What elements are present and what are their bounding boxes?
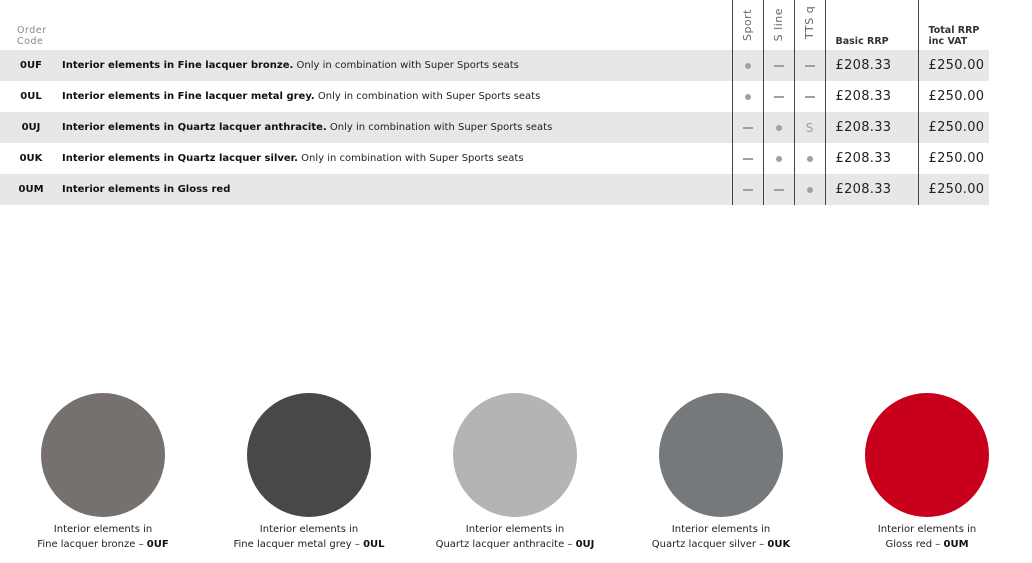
sport-availability: [732, 174, 763, 205]
total-rrp-value: £250.00: [918, 81, 989, 112]
swatch-circle: [41, 393, 165, 517]
options-price-table: [0, 0, 989, 205]
option-description: [62, 81, 732, 112]
order-code: 0UK: [19, 153, 43, 164]
colour-swatch: [0, 393, 208, 552]
order-code-header: Order Code: [17, 25, 47, 47]
total-rrp-value: £250.00: [918, 50, 989, 81]
colour-swatch: [204, 393, 414, 552]
total-rrp-value: £250.00: [918, 143, 989, 174]
s-line-availability: [763, 143, 794, 174]
swatch-circle: [865, 393, 989, 517]
table-row: [0, 174, 989, 205]
table-row: [0, 112, 989, 143]
basic-rrp-value: £208.33: [825, 50, 918, 81]
caption-line: Interior elements in: [877, 524, 977, 535]
caption-line: Interior elements in: [465, 524, 565, 535]
caption-line: Fine lacquer bronze –: [37, 539, 144, 550]
swatch-caption: [204, 522, 414, 552]
caption-line: Gloss red –: [885, 539, 941, 550]
standard-dot-icon: [807, 187, 813, 193]
standard-dot-icon: [807, 156, 813, 162]
table-row: [0, 81, 989, 112]
standard-dot-icon: [745, 94, 751, 100]
not-available-dash-icon: [774, 96, 784, 98]
option-note: Only in combination with Super Sports seats: [329, 122, 553, 133]
table-header-row: [0, 0, 989, 50]
total-rrp-header: Total RRP inc VAT: [918, 0, 989, 50]
swatch-caption: [822, 522, 1032, 552]
caption-line: Interior elements in: [671, 524, 771, 535]
not-available-dash-icon: [774, 65, 784, 67]
s-line-availability: [763, 50, 794, 81]
basic-rrp-header: Basic RRP: [825, 0, 918, 50]
caption-code: 0UM: [943, 539, 969, 550]
option-description: [62, 112, 732, 143]
option-title: Interior elements in Quartz lacquer anthracite.: [62, 122, 327, 133]
total-rrp-value: £250.00: [918, 174, 989, 205]
option-description: [62, 174, 732, 205]
order-code: 0UF: [20, 60, 42, 71]
total-rrp-value: £250.00: [918, 112, 989, 143]
tts-availability: [794, 81, 825, 112]
standard-dot-icon: [776, 125, 782, 131]
sport-header: Sport: [732, 0, 763, 50]
option-description: [62, 50, 732, 81]
tts-header: TTS q: [794, 0, 825, 50]
swatch-caption: [410, 522, 620, 552]
caption-code: 0UL: [363, 539, 385, 550]
swatch-circle: [453, 393, 577, 517]
not-available-dash-icon: [743, 189, 753, 191]
availability-text: S: [805, 120, 814, 135]
option-note: Only in combination with Super Sports seats: [301, 153, 524, 164]
sport-availability: [732, 143, 763, 174]
tts-availability: [794, 143, 825, 174]
option-title: Interior elements in Fine lacquer bronze.: [62, 60, 294, 71]
colour-swatch: [410, 393, 620, 552]
not-available-dash-icon: [743, 127, 753, 129]
sport-availability: [732, 50, 763, 81]
standard-dot-icon: [776, 156, 782, 162]
option-title: Interior elements in Quartz lacquer silver.: [62, 153, 298, 164]
s-line-availability: [763, 81, 794, 112]
table-row: [0, 50, 989, 81]
sport-availability: [732, 81, 763, 112]
option-title: Interior elements in Gloss red: [62, 184, 231, 195]
basic-rrp-value: £208.33: [825, 81, 918, 112]
swatch-circle: [247, 393, 371, 517]
caption-code: 0UK: [767, 539, 791, 550]
caption-line: Quartz lacquer silver –: [651, 539, 765, 550]
caption-line: Interior elements in: [259, 524, 359, 535]
basic-rrp-value: £208.33: [825, 174, 918, 205]
caption-line: Quartz lacquer anthracite –: [435, 539, 573, 550]
description-header: [62, 0, 732, 50]
not-available-dash-icon: [805, 65, 815, 67]
order-code: 0UM: [18, 184, 44, 195]
standard-dot-icon: [745, 63, 751, 69]
caption-line: Interior elements in: [53, 524, 153, 535]
swatch-caption: [0, 522, 208, 552]
s-line-availability: [763, 112, 794, 143]
caption-line: Fine lacquer metal grey –: [233, 539, 360, 550]
s-line-header: S line: [763, 0, 794, 50]
basic-rrp-value: £208.33: [825, 112, 918, 143]
tts-availability: [794, 174, 825, 205]
option-description: [62, 143, 732, 174]
not-available-dash-icon: [743, 158, 753, 160]
caption-code: 0UF: [146, 539, 169, 550]
table-row: [0, 143, 989, 174]
not-available-dash-icon: [805, 96, 815, 98]
tts-availability: [794, 50, 825, 81]
caption-code: 0UJ: [575, 539, 595, 550]
colour-swatch: [616, 393, 826, 552]
s-line-availability: [763, 174, 794, 205]
order-code: 0UL: [20, 91, 42, 102]
order-code: 0UJ: [21, 122, 41, 133]
colour-swatch: [822, 393, 1032, 552]
option-note: Only in combination with Super Sports seats: [296, 60, 519, 71]
not-available-dash-icon: [774, 189, 784, 191]
swatch-caption: [616, 522, 826, 552]
tts-availability: [794, 112, 825, 143]
option-note: Only in combination with Super Sports seats: [317, 91, 541, 102]
basic-rrp-value: £208.33: [825, 143, 918, 174]
option-title: Interior elements in Fine lacquer metal grey.: [62, 91, 315, 102]
sport-availability: [732, 112, 763, 143]
swatch-circle: [659, 393, 783, 517]
